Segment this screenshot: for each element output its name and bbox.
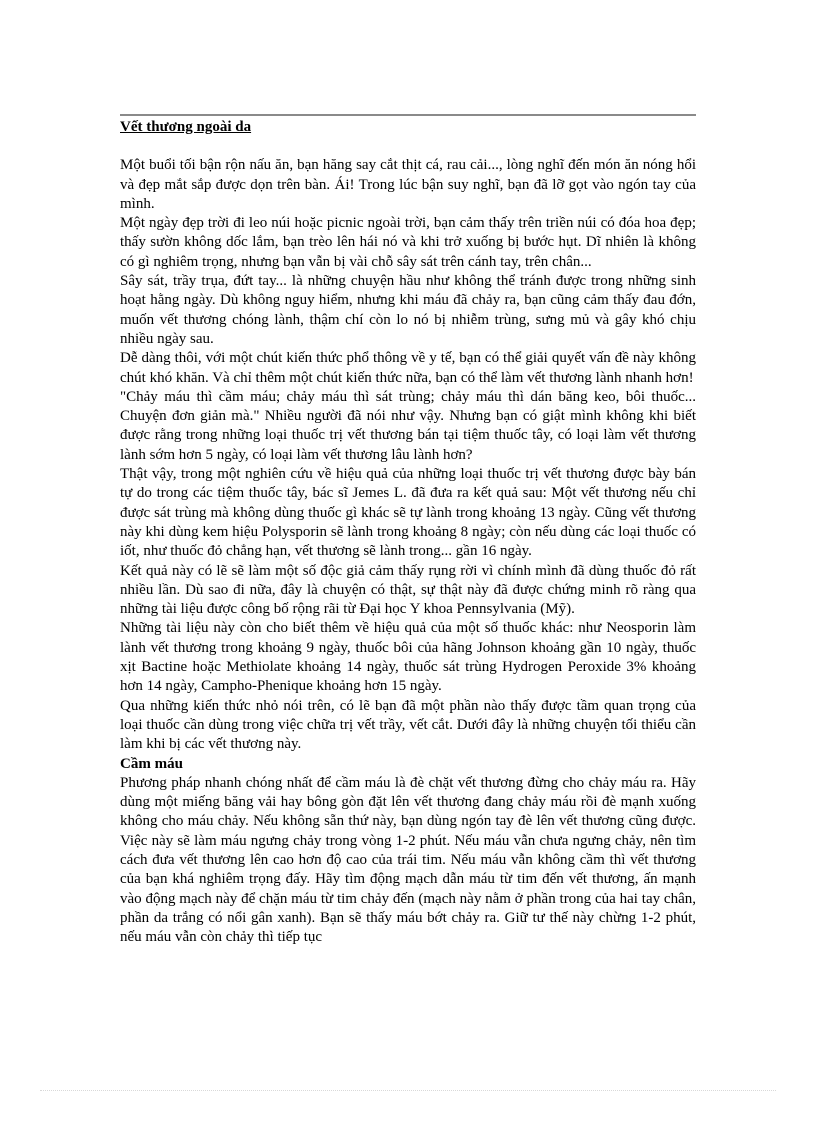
paragraph-1: Một buổi tối bận rộn nấu ăn, bạn hăng say cắt thịt cá, rau cải..., lòng nghĩ đến món ăn nóng hổi và đẹp mắt sắp được dọn trên bàn. Ái! Trong lúc bận suy nghĩ, bạn đã lỡ gọt vào ngón tay của mình. (120, 157, 696, 212)
document-body (120, 118, 696, 947)
section-paragraph: Phương pháp nhanh chóng nhất để cầm máu là đè chặt vết thương đừng cho chảy máu ra. Hãy dùng một miếng băng vải hay bông gòn đặt lên vết thương đang chảy máu rồi đè mạnh xuống không cho máu chảy. Nếu không sẵn thứ này, bạn dùng ngón tay đè lên vết thương cũng được. Việc này sẽ làm máu ngưng chảy trong vòng 1-2 phút. Nếu máu vẫn chưa ngưng chảy, nên tìm cách đưa vết thương lên cao hơn độ cao của trái tim. Nếu máu vẫn không cầm thì vết thương của bạn khá nghiêm trọng đấy. Hãy tìm động mạch dẫn máu từ tim đến vết thương, ấn mạnh vào động mạch này để chặn máu từ tim chảy đến (mạch này nằm ở phần trong của hai tay chân, phần da trắng có nổi gân xanh). Bạn sẽ thấy máu bớt chảy ra. Giữ tư thế này chừng 1-2 phút, nếu máu vẫn còn chảy thì tiếp tục (120, 774, 696, 946)
title-spacer (120, 137, 696, 156)
paragraph-8: Những tài liệu này còn cho biết thêm về hiệu quả của một số thuốc khác: như Neosporin làm lành vết thương trong khoảng 9 ngày, thuốc bôi của hãng Johnson khoảng gần 10 ngày, thuốc xịt Bactine hoặc Methiolate khoảng 14 ngày, thuốc sát trùng Hydrogen Peroxide 3% khoảng hơn 14 ngày, Campho-Phenique khoảng hơn 15 ngày. (120, 620, 696, 695)
document-title: Vết thương ngoài da (120, 119, 252, 135)
paragraph-2: Một ngày đẹp trời đi leo núi hoặc picnic ngoài trời, bạn cảm thấy trên triền núi có đóa hoa đẹp; thấy sườn không dốc lắm, bạn trèo lên hái nó và khi trở xuống bị bước hụt. Dĩ nhiên là không có gì nghiêm trọng, nhưng bạn vẫn bị vài chỗ sây sát trên cánh tay, trên chân... (120, 215, 696, 270)
paragraph-6: Thật vậy, trong một nghiên cứu về hiệu quả của những loại thuốc trị vết thương được bày bán tự do trong các tiệm thuốc tây, bác sĩ Jemes L. đã đưa ra kết quả sau: Một vết thương nếu chỉ được sát trùng mà không dùng thuốc gì khác sẽ tự lành trong khoảng 13 ngày. Cũng vết thương này khi dùng kem hiệu Polysporin sẽ lành trong khoảng 8 ngày; còn nếu dùng các loại thuốc có iốt, như thuốc đỏ chẳng hạn, vết thương sẽ lành trong... gần 16 ngày. (120, 466, 696, 560)
footer-rule (40, 1090, 776, 1091)
header-rule (120, 114, 696, 116)
paragraph-3: Sây sát, trầy trụa, đứt tay... là những chuyện hầu như không thể tránh được trong những sinh hoạt hằng ngày. Dù không nguy hiểm, nhưng khi máu đã chảy ra, bạn cũng cảm thấy đau đớn, muốn vết thương chóng lành, thậm chí còn lo nó bị nhiễm trùng, sưng mủ và gây khó chịu nhiều ngày sau. (120, 273, 696, 347)
paragraph-4: Dễ dàng thôi, với một chút kiến thức phổ thông về y tế, bạn có thể giải quyết vấn đề này không chút khó khăn. Và chỉ thêm một chút kiến thức nữa, bạn có thể làm vết thương lành nhanh hơn! (120, 350, 696, 386)
paragraph-9: Qua những kiến thức nhỏ nói trên, có lẽ bạn đã một phần nào thấy được tầm quan trọng của loại thuốc cần dùng trong việc chữa trị vết trầy, vết cắt. Dưới đây là những chuyện tối thiểu cần làm khi bị các vết thương này. (120, 697, 696, 753)
paragraph-7: Kết quả này có lẽ sẽ làm một số độc giả cảm thấy rụng rời vì chính mình đã dùng thuốc đỏ rất nhiều lần. Dù sao đi nữa, đây là chuyện có thật, sự thật này đã được chứng minh rõ ràng qua những tài liệu được công bố rộng rãi từ Đại học Y khoa Pennsylvania (Mỹ). (120, 562, 696, 618)
paragraph-5: "Chảy máu thì cầm máu; chảy máu thì sát trùng; chảy máu thì dán băng keo, bôi thuốc... Chuyện đơn giản mà." Nhiều người đã nói như vậy. Nhưng bạn có giật mình không khi biết được rằng trong những loại thuốc trị vết thương bán tại tiệm thuốc tây, có loại làm vết thương lành sớm hơn 5 ngày, có loại làm vết thương lâu lành hơn? (120, 388, 696, 463)
section-heading-cam-mau: Cầm máu (120, 755, 183, 772)
